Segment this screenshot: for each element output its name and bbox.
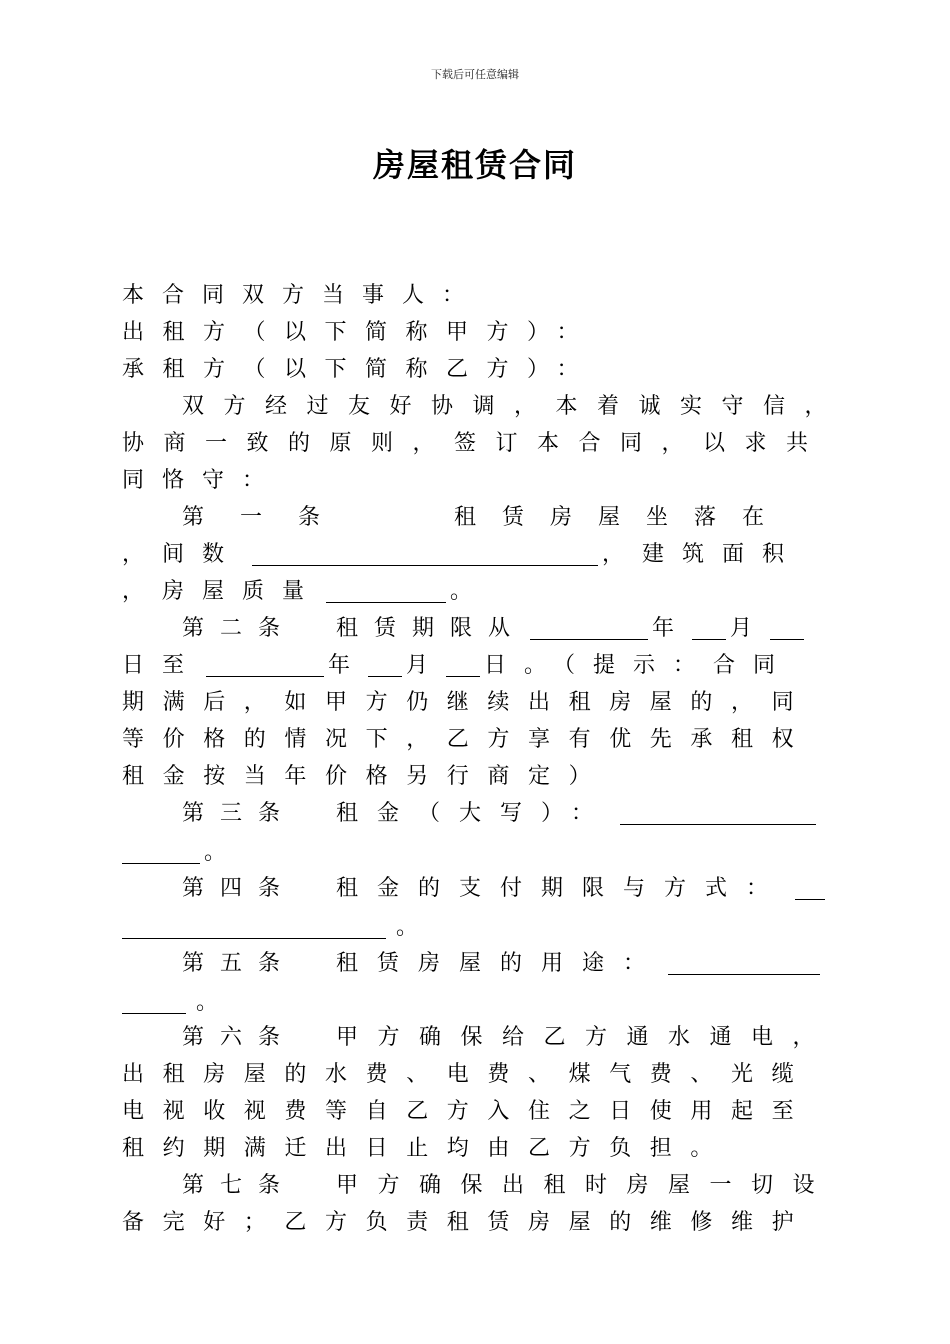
clause-line	[122, 1060, 830, 1090]
period-mark: 。	[450, 579, 473, 604]
quality-label: ，房屋质量	[122, 579, 323, 604]
rooms-blank[interactable]	[252, 545, 598, 566]
article-6-text-3: 电视收视费等自乙方入住之日使用起至	[122, 1099, 813, 1124]
preamble-line-1: 双方经过友好协调，本着诚实守信，	[182, 394, 847, 419]
clause-line	[122, 688, 830, 718]
term-note: 日。（提示：合同	[484, 653, 794, 678]
clause-line	[122, 651, 830, 681]
article-6-text-2: 出租房屋的水费、电费、煤气费、光缆	[122, 1062, 813, 1087]
article-7-text: 甲方确保出租时房屋一切设	[336, 1173, 835, 1198]
article-5-label: 第五条	[182, 951, 297, 976]
article-4-label: 第四条	[182, 876, 297, 901]
clause-line	[122, 725, 830, 755]
clause-line	[122, 762, 830, 792]
usage-blank-cont[interactable]	[122, 993, 186, 1014]
article-1-label: 第一条	[182, 505, 357, 530]
area-label: ，建筑面积	[602, 542, 803, 567]
month-label-2: 月	[406, 653, 429, 678]
rent-amount-blank[interactable]	[620, 804, 816, 825]
clause-line	[122, 1134, 830, 1164]
term-note-2: 期满后，如甲方仍继续出租房屋的，同	[122, 690, 813, 715]
lessee-line: 承租方（以下简称乙方）：	[122, 357, 598, 382]
quality-blank[interactable]	[326, 582, 446, 603]
clause-line	[122, 429, 830, 459]
article-2-label: 第二条	[182, 616, 297, 641]
term-note-4: 租金按当年价格另行商定）	[122, 764, 610, 789]
rent-amount-blank-cont[interactable]	[122, 843, 200, 864]
start-month-blank[interactable]	[692, 619, 726, 640]
start-day-blank[interactable]	[770, 619, 804, 640]
article-3-label: 第三条	[182, 801, 297, 826]
usage-blank[interactable]	[668, 954, 820, 975]
clause-line	[122, 913, 830, 943]
clause-line	[182, 799, 830, 829]
start-year-blank[interactable]	[530, 619, 648, 640]
preamble-line-2: 协商一致的原则，签订本合同，以求共	[122, 431, 828, 456]
parties-intro: 本合同双方当事人：	[122, 283, 483, 308]
rooms-label: ，间数	[122, 542, 243, 567]
article-7-label: 第七条	[182, 1173, 297, 1198]
clause-line	[182, 949, 830, 979]
clause-line	[122, 540, 830, 570]
article-6-label: 第六条	[182, 1025, 297, 1050]
payment-blank[interactable]	[795, 879, 825, 900]
term-from-label: 租赁期限从	[336, 616, 527, 641]
rent-label: 租金（大写）：	[336, 801, 613, 826]
term-to-label: 日至	[122, 653, 203, 678]
clause-line	[182, 1023, 835, 1053]
clause-line	[182, 874, 830, 904]
payment-blank-cont[interactable]	[122, 918, 386, 939]
end-year-blank[interactable]	[206, 656, 324, 677]
period-mark: 。	[396, 915, 419, 940]
article-7-text-2: 备完好；乙方负责租赁房屋的维修维护	[122, 1210, 813, 1235]
clause-line	[122, 1097, 830, 1127]
lessor-line: 出租方（以下简称甲方）：	[122, 320, 598, 345]
clause-line	[122, 466, 830, 496]
period-mark: 。	[204, 840, 227, 865]
article-6-text-4: 租约期满迁出日止均由乙方负担。	[122, 1136, 732, 1161]
clause-line	[122, 1208, 830, 1238]
clause-line	[122, 988, 830, 1018]
clause-line	[122, 281, 830, 311]
clause-line	[122, 318, 830, 348]
term-note-3: 等价格的情况下，乙方享有优先承租权	[122, 727, 813, 752]
document-title: 房屋租赁合同	[372, 146, 577, 184]
clause-line	[182, 503, 810, 533]
payment-label: 租金的支付期限与方式：	[336, 876, 788, 901]
clause-line	[122, 577, 830, 607]
year-label: 年	[652, 616, 675, 641]
period-mark: 。	[196, 990, 219, 1015]
usage-label: 租赁房屋的用途：	[336, 951, 665, 976]
clause-line	[182, 392, 847, 422]
month-label: 月	[730, 616, 753, 641]
clause-line	[182, 614, 830, 644]
clause-line	[122, 355, 830, 385]
end-month-blank[interactable]	[368, 656, 402, 677]
clause-line	[182, 1171, 835, 1201]
end-day-blank[interactable]	[446, 656, 480, 677]
preamble-line-3: 同恪守：	[122, 468, 283, 493]
clause-line	[122, 838, 830, 868]
article-1-text: 租赁房屋坐落在	[454, 505, 791, 530]
year-label-2: 年	[328, 653, 351, 678]
article-6-text: 甲方确保给乙方通水通电，	[336, 1025, 835, 1050]
header-note: 下载后可任意编辑	[431, 68, 519, 81]
